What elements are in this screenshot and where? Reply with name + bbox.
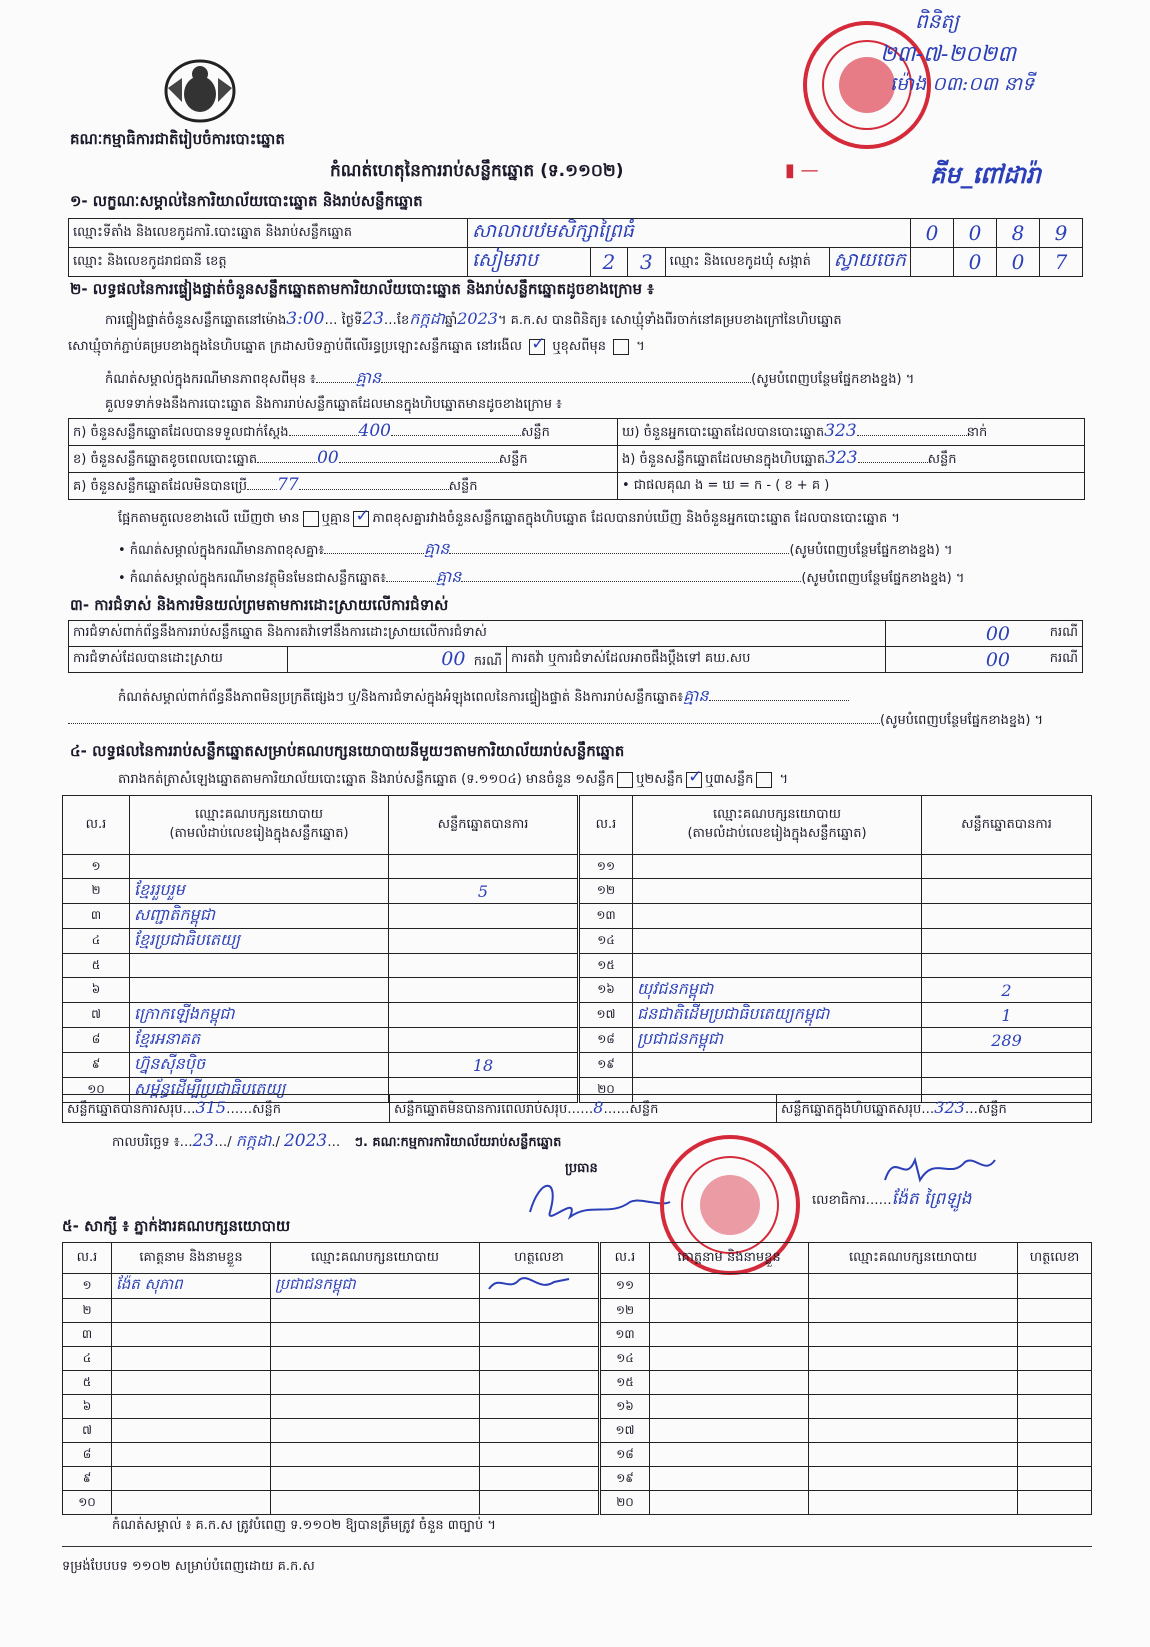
- total-invalid: សន្លឹកឆ្នោតមិនបានការពេលរាប់សរុប……8……សន្លឹក: [390, 1095, 777, 1123]
- witness-signature: [1018, 1299, 1092, 1323]
- location-table: [68, 218, 1083, 277]
- party-name: សម្ព័ន្ធដើម្បីប្រជាធិបតេយ្យ: [130, 1078, 389, 1103]
- witness-party: ប្រជាជនកម្ពុជា: [271, 1274, 480, 1299]
- witness-signature: [1018, 1371, 1092, 1395]
- two-sheets-checkbox[interactable]: [686, 772, 702, 788]
- site-code-2: 0: [954, 219, 997, 248]
- witness-number: ២: [63, 1299, 112, 1323]
- witness-number: ៩: [63, 1467, 112, 1491]
- witness-name: [112, 1323, 271, 1347]
- figure-b-value: 00: [317, 448, 339, 468]
- appeal-label: ការតវ៉ា ឬការជំទាស់ដែលអាចផឹងប្ដឹងទៅ គឃ.សប: [507, 647, 886, 673]
- party-name: [130, 855, 389, 879]
- figure-b: ខ) ចំនួនសន្លឹកឆ្នោតខូចពេលបោះឆ្នោត 00 សន្លឹក: [69, 446, 618, 473]
- party-name: ប្រជាជនកម្ពុជា: [633, 1028, 922, 1053]
- party-votes: [922, 1053, 1092, 1078]
- party-name: សញ្ជាតិកម្ពុជា: [130, 904, 389, 929]
- figure-d-value: 323: [824, 421, 857, 441]
- total-valid-value: 315: [195, 1097, 227, 1117]
- figures-table: [68, 418, 1085, 500]
- party-number: ៩: [63, 1053, 130, 1078]
- witness-party: [809, 1419, 1018, 1443]
- party-votes: 1: [922, 1003, 1092, 1028]
- footer-form-ref: ទម្រង់បែបបទ ១១០២ សម្រាប់បំពេញដោយ គ.ក.ស: [62, 1559, 315, 1574]
- table-row: [63, 1003, 1092, 1028]
- figure-a: ក) ចំនួនសន្លឹកឆ្នោតដែលបានទទួលជាក់ស្តែង 400 សន្លឹក: [69, 419, 618, 446]
- party-votes: 18: [389, 1053, 579, 1078]
- party-votes: [922, 855, 1092, 879]
- witness-party: [809, 1467, 1018, 1491]
- party-name: ជនជាតិដើមប្រជាធិបតេយ្យកម្ពុជា: [633, 1003, 922, 1028]
- witness-number: ៨: [63, 1443, 112, 1467]
- witness-party: [271, 1443, 480, 1467]
- party-number: ៦: [63, 978, 130, 1003]
- party-number: ២: [63, 879, 130, 904]
- party-number: ៣: [63, 904, 130, 929]
- table-row: [63, 855, 1092, 879]
- table-row: [63, 1395, 1092, 1419]
- witness-signature: [1018, 1419, 1092, 1443]
- date-line: កាលបរិច្ឆេទ ៖…23…/ កក្កដា./ 2023… ៗ. គណៈកម្មការការិយាល័យរាប់សន្លឹកឆ្នោត: [112, 1131, 562, 1151]
- commune-code-3: 7: [1040, 248, 1083, 277]
- party-name: [633, 954, 922, 978]
- party-votes: [389, 904, 579, 929]
- witness-number: ១២: [600, 1299, 650, 1323]
- witness-party: [809, 1299, 1018, 1323]
- resolved-value: 00: [441, 647, 466, 670]
- hw-time: ម៉ោង ០៣:០៣ នាទី: [890, 73, 1035, 95]
- section1-title: ១- លក្ខណៈសម្គាល់នៃការិយាល័យបោះឆ្នោត និងរាប់សន្លឹកឆ្នោត: [70, 192, 423, 210]
- party-results-table: ល.រ ឈ្មោះគណបក្សនយោបាយ (តាមលំដាប់លេខរៀងក្នុងសន្លឹកឆ្នោត) សន្លឹកឆ្នោតបានការ ល.រ ឈ្មោះគណបក្សនយោបាយ (តាមលំដាប់លេខរៀងក្នុងសន្លឹកឆ្នោត) សន្លឹកឆ្នោតបានការ ១ ១១ ២ ខ្មែររួបរួម 5 ១២ ៣ សញ្ជាតិកម្ពុជា ១៣ ៤ ខ្មែរប្រជាធិបតេយ្យ ១៤ ៥ ១៥ ៦ ១៦ យុវជនកម្ពុជា 2 ៧ ក្រោកឡើងកម្ពុជា ១៧ ជនជាតិដើមប្រជាធិបតេយ្យកម្ពុជា 1 ៨ ខ្មែរអនាគត ១៨ ប្រជាជនកម្ពុជា 289 ៩ ហ្វ៊ុនស៊ីនប៉ិច 18 ១៩ ១០ សម្ព័ន្ធដើម្បីប្រជាធិបតេយ្យ ២០: [62, 795, 1092, 1103]
- hw-official-name: គីម_ពៅដារ៉ា: [930, 160, 1042, 189]
- witness-name: [650, 1323, 809, 1347]
- party-number: ១: [63, 855, 130, 879]
- witness-party: [809, 1347, 1018, 1371]
- witness-signature: [480, 1371, 600, 1395]
- section5-title: ៥- សាក្សី ៖ ភ្នាក់ងារគណបក្សនយោបាយ: [62, 1217, 291, 1235]
- province-label: ឈ្មោះ និងលេខកូដរាជធានី ខេត្ត: [69, 248, 468, 277]
- figure-e: ង) ចំនួនសន្លឹកឆ្នោតដែលមានក្នុងហិបឆ្នោត323 សន្លឹក: [618, 446, 1085, 473]
- party-votes: [389, 929, 579, 954]
- party-name: [633, 929, 922, 954]
- committee-label: ៗ. គណៈកម្មការការិយាល័យរាប់សន្លឹកឆ្នោត: [354, 1135, 562, 1150]
- party-votes: [922, 954, 1092, 978]
- figure-c-value: 77: [277, 475, 299, 495]
- party-votes: 5: [389, 879, 579, 904]
- witness-name: [650, 1491, 809, 1515]
- witness-number: ៥: [63, 1371, 112, 1395]
- witness-name: [650, 1443, 809, 1467]
- witness-signature: [1018, 1347, 1092, 1371]
- commune-code-2: 0: [997, 248, 1040, 277]
- complaints-value: 00: [985, 622, 1010, 645]
- witness-number: ១៤: [600, 1347, 650, 1371]
- witness-name: [112, 1443, 271, 1467]
- party-votes: 2: [922, 978, 1092, 1003]
- witness-number: ១៩: [600, 1467, 650, 1491]
- total-in-box-value: 323: [934, 1097, 965, 1117]
- party-name: [130, 978, 389, 1003]
- party-votes: [389, 954, 579, 978]
- footer-divider: [62, 1546, 1092, 1547]
- verify-time: 3:00: [286, 309, 325, 329]
- witness-signature: [1018, 1467, 1092, 1491]
- org-name: គណៈកម្មាធិការជាតិរៀបចំការបោះឆ្នោត: [70, 130, 285, 148]
- witness-party: [271, 1491, 480, 1515]
- witness-number: ១៨: [600, 1443, 650, 1467]
- verification-line: ការផ្ទៀងផ្ទាត់ចំនួនសន្លឹកឆ្នោតនៅម៉ោង3:00… ថ្ងៃទី23…ខែកក្កដាឆ្នាំ2023។ គ.ក.ស បានពិនិត្យ៖ សោឃ្មុំទាំងពីរចាក់នៅគម្របខាងក្រៅនៃហិបឆ្នោត: [105, 309, 842, 329]
- table-row: [63, 1443, 1092, 1467]
- party-votes: [389, 855, 579, 879]
- verify-month: កក្កដា: [409, 309, 445, 328]
- witness-number: ១៦: [600, 1395, 650, 1419]
- party-number: ១៧: [579, 1003, 633, 1028]
- party-number: ១៩: [579, 1053, 633, 1078]
- party-votes: [922, 879, 1092, 904]
- party-votes: [389, 1028, 579, 1053]
- witness-name: [112, 1467, 271, 1491]
- table-row: [63, 1299, 1092, 1323]
- total-invalid-value: 8: [593, 1097, 604, 1117]
- table-row: [63, 879, 1092, 904]
- party-number: ១១: [579, 855, 633, 879]
- figure-d: ឃ) ចំនួនអ្នកបោះឆ្នោតដែលបានបោះឆ្នោត323 នាក់: [618, 419, 1085, 446]
- discrepancy-note-value: គ្មាន: [424, 539, 450, 558]
- done-year: 2023: [283, 1131, 328, 1151]
- site-code-1: 0: [911, 219, 954, 248]
- witness-number: ៣: [63, 1323, 112, 1347]
- witness-table: ល.រ គោត្តនាម និងនាមខ្លួន ឈ្មោះគណបក្សនយោបាយ ហត្ថលេខា ល.រ គោត្តនាម និងនាមខ្លួន ឈ្មោះគណបក្សនយោបាយ ហត្ថលេខា ១ ង៉ែត សុភាព ប្រជាជនកម្ពុជា ១១ ២ ១២ ៣ ១៣ ៤ ១៤ ៥ ១៥ ៦ ១៦ ៧ ១៧ ៨ ១៨ ៩ ១៩ ១០ ២០: [62, 1242, 1092, 1515]
- section2-title: ២- លទ្ធផលនៃការផ្ទៀងផ្ទាត់ចំនួនសន្លឹកឆ្នោតតាមការិយាល័យបោះឆ្នោត និងរាប់សន្លឹកឆ្នោតដូចខាងក្រោម ៖: [70, 280, 654, 298]
- province-code-1: 2: [590, 248, 628, 276]
- chair-label: ប្រធាន: [565, 1161, 598, 1176]
- party-number: ៥: [63, 954, 130, 978]
- nec-emblem-icon: [160, 58, 240, 124]
- witness-number: ៤: [63, 1347, 112, 1371]
- complaints-label: ការជំទាស់ពាក់ព័ន្ធនឹងការរាប់សន្លឹកឆ្នោត និងការតវ៉ាទៅនឹងការដោះស្រាយលើការជំទាស់: [69, 621, 886, 647]
- witness-number: ១: [63, 1274, 112, 1299]
- party-number: ១៦: [579, 978, 633, 1003]
- table-row: [63, 1274, 1092, 1299]
- party-name: ខ្មែរអនាគត: [130, 1028, 389, 1053]
- witness-signature: [1018, 1323, 1092, 1347]
- section4-title: ៤- លទ្ធផលនៃការរាប់សន្លឹកឆ្នោតសម្រាប់គណបក្សនយោបាយនីមួយៗតាមការិយាល័យរាប់សន្លឹកឆ្នោត: [70, 742, 625, 760]
- hw-date: ២៣-៧-២០២៣: [880, 42, 1017, 67]
- witness-number: ១៣: [600, 1323, 650, 1347]
- site-label: ឈ្មោះទីតាំង និងលេខកូដការិ.បោះឆ្នោត និងរាប់សន្លឹកឆ្នោត: [69, 219, 468, 248]
- irregularity-note-line: កំណត់សម្គាល់ពាក់ព័ន្ធនឹងភាពមិនប្រក្រតីផ្សេងៗ ឬ/និងការជំទាស់ក្នុងអំឡុងពេលនៃការផ្ទៀងផ្ទាត់ និងការរាប់សន្លឹកឆ្នោត៖គ្មាន: [118, 685, 849, 709]
- verify-day: 23: [362, 309, 384, 329]
- witness-name: [650, 1467, 809, 1491]
- section3-title: ៣- ការជំទាស់ និងការមិនយល់ព្រមតាមការដោះស្រាយលើការជំទាស់: [70, 596, 449, 614]
- complaints-table: ការជំទាស់ពាក់ព័ន្ធនឹងការរាប់សន្លឹកឆ្នោត និងការតវ៉ាទៅនឹងការដោះស្រាយលើការជំទាស់ 00 ករណី ការជំទាស់ដែលបានដោះស្រាយ 00 ករណី ការតវ៉ា ឬការជំទាស់ដែលអាចផឹងប្ដឹងទៅ គឃ.សប 00 ករណី: [68, 620, 1083, 673]
- done-day: 23: [192, 1131, 215, 1151]
- witness-signature: [480, 1395, 600, 1419]
- witness-number: ១៧: [600, 1419, 650, 1443]
- province-code-2: 3: [628, 248, 666, 276]
- party-name: ខ្មែររួបរួម: [130, 879, 389, 904]
- party-name: [130, 954, 389, 978]
- secretary-name: ង៉ែត ព្រៃឡូង: [891, 1189, 972, 1209]
- party-name: [633, 879, 922, 904]
- site-value: សាលាបឋមសិក្សាព្រៃធំ: [468, 219, 911, 248]
- party-votes: [922, 904, 1092, 929]
- witness-signature: [480, 1274, 600, 1299]
- witness-number: ២០: [600, 1491, 650, 1515]
- witness-signature: [1018, 1443, 1092, 1467]
- witness-signature: [480, 1443, 600, 1467]
- witness-party: [809, 1323, 1018, 1347]
- table-row: [63, 904, 1092, 929]
- red-mark: ▮ —: [785, 160, 819, 181]
- witness-signature: [480, 1491, 600, 1515]
- table-row: [63, 1323, 1092, 1347]
- three-sheets-checkbox[interactable]: [756, 772, 772, 788]
- party-name: ខ្មែរប្រជាធិបតេយ្យ: [130, 929, 389, 954]
- tally-sheet-line: តារាងកត់ត្រាសំឡេងឆ្នោតតាមការិយាល័យបោះឆ្នោត និងរាប់សន្លឹកឆ្នោត (ទ.១១០៤) មានចំនួន ១សន្លឹក ឬ២សន្លឹក✓ ឬ៣សន្លឹក ។: [118, 771, 788, 790]
- witness-party: [271, 1395, 480, 1419]
- party-name: ហ្វ៊ុនស៊ីនប៉ិច: [130, 1053, 389, 1078]
- foreign-object-note-line: • កំណត់សម្គាល់ក្នុងករណីមានវត្ថុមិនមែនជាសន្លឹកឆ្នោត៖ គ្មាន (សូមបំពេញបន្ថែមផ្នែកខាងខ្នង) ។: [118, 567, 965, 586]
- witness-party: [809, 1274, 1018, 1299]
- party-number: ១៤: [579, 929, 633, 954]
- witness-signature: [480, 1323, 600, 1347]
- witness-number: ១៥: [600, 1371, 650, 1395]
- witness-party: [809, 1395, 1018, 1419]
- witness-name: [650, 1419, 809, 1443]
- party-number: ៤: [63, 929, 130, 954]
- party-votes: [389, 978, 579, 1003]
- figure-c: គ) ចំនួនសន្លឹកឆ្នោតដែលមិនបានប្រើ 77 សន្លឹក: [69, 473, 618, 500]
- witness-signature: [480, 1299, 600, 1323]
- witness-name: [112, 1371, 271, 1395]
- form-title: កំណត់ហេតុនៃការរាប់សន្លឹកឆ្នោត (ទ.១១០២): [330, 161, 624, 181]
- table-row: [63, 978, 1092, 1003]
- footer-note: កំណត់សម្គាល់ ៖ គ.ក.ស ត្រូវបំពេញ ទ.១១០២ ឱ្យបានត្រឹមត្រូវ ចំនួន ៣ច្បាប់ ។: [112, 1518, 496, 1533]
- witness-name: [650, 1274, 809, 1299]
- witness-number: ៦: [63, 1395, 112, 1419]
- appeal-value: 00: [985, 648, 1010, 671]
- form-page: គណៈកម្មាធិការជាតិរៀបចំការបោះឆ្នោត កំណត់ហេតុនៃការរាប់សន្លឹកឆ្នោត (ទ.១១០២) ពិនិត្យ ២៣-៧-២០២៣ ម៉ោង ០៣:០៣ នាទី គីម_ពៅដារ៉ា ▮ — ១- លក្ខណៈសម្គាល់នៃការិយាល័យបោះឆ្នោត និងរាប់សន្លឹកឆ្នោត ឈ្មោះទីតាំង និងលេខកូដការិ.បោះឆ្នោត និងរាប់សន្លឹកឆ្នោត សាលាបឋមសិក្សាព្រៃធំ 0 0 8 9 ឈ្មោះ និងលេខកូដរាជធានី ខេត្ត សៀមរាប 2 3 ឈ្មោះ និងលេខកូដឃុំ សង្កាត់ ស្វាយចេក 0 0 7 ២- លទ្ធផលនៃការផ្ទៀងផ្ទាត់ចំនួនសន្លឹកឆ្នោតតាមការិយាល័យបោះឆ្នោត និងរាប់សន្លឹកឆ្នោតដូចខាងក្រោម ៖ ការផ្ទៀងផ្ទាត់ចំនួនសន្លឹកឆ្នោតនៅម៉ោង3:00… ថ្ងៃទី23…ខែកក្កដាឆ្នាំ2023។ គ.ក.ស បានពិនិត្យ៖ សោឃ្មុំទាំងពីរចាក់នៅគម្របខាងក្រៅនៃហិបឆ្នោត សោឃ្មុំចាក់ភ្ជាប់គម្របខាងក្នុងនៃហិបឆ្នោត ក្រដាសបិទភ្ជាប់ពីលើរន្ធប្រឡោះសន្លឹកឆ្នោត នៅរងើល ✓ ឬខុសពីមុន ។ កំណត់សម្គាល់ក្នុងករណីមានភាពខុសពីមុន ៖ គ្មាន (សូមបំពេញបន្ថែមផ្នែកខាងខ្នង) ។ គួលទទាក់ទងនឹងការបោះឆ្នោត និងការរាប់សន្លឹកឆ្នោតដែលមានក្នុងហិបឆ្នោតមានដូចខាងក្រោម ៖ ក) ចំនួនសន្លឹកឆ្នោតដែលបានទទួលជាក់ស្តែង 400 សន្លឹក ឃ) ចំនួនអ្នកបោះឆ្នោតដែលបានបោះឆ្នោត323 នាក់ ខ) ចំនួនសន្លឹកឆ្នោតខូចពេលបោះឆ្នោត 00 សន្លឹក ង) ចំនួនសន្លឹកឆ្នោតដែលមានក្នុងហិបឆ្នោត323 សន្លឹក គ) ចំនួនសន្លឹកឆ្នោតដែលមិនបានប្រើ 77 សន្លឹក • ជាផលគុណ ង = ឃ = ក - ( ខ + គ ) ផ្អែកតាមតួលេខខាងលើ ឃើញថា មាន ឬគ្មាន✓ ភាពខុសគ្នារវាងចំនួនសន្លឹកឆ្នោតក្នុងហិបឆ្នោត ដែលបានរាប់ឃើញ និងចំនួនអ្នកបោះឆ្នោត ដែលបានបោះឆ្នោត ។ • កំណត់សម្គាល់ក្នុងករណីមានភាពខុសគ្នា៖ គ្មាន (សូមបំពេញបន្ថែមផ្នែកខាងខ្នង) ។ • កំណត់សម្គាល់ក្នុងករណីមានវត្ថុមិនមែនជាសន្លឹកឆ្នោត៖ គ្មាន (សូមបំពេញបន្ថែមផ្នែកខាងខ្នង) ។ ៣- ការជំទាស់ និងការមិនយល់ព្រមតាមការដោះស្រាយលើការជំទាស់ ការជំទាស់ពាក់ព័ន្ធនឹងការរាប់សន្លឹកឆ្នោត និងការតវ៉ាទៅនឹងការដោះស្រាយលើការជំទាស់ 00 ករណី ការជំទាស់ដែលបានដោះស្រាយ 00 ករណី ការតវ៉ា ឬការជំទាស់ដែលអាចផឹងប្ដឹងទៅ គឃ.សប 00 ករណី កំណត់សម្គាល់ពាក់ព័ន្ធនឹងភាពមិនប្រក្រតីផ្សេងៗ ឬ/និងការជំទាស់ក្នុងអំឡុងពេលនៃការផ្ទៀងផ្ទាត់ និងការរាប់សន្លឹកឆ្នោត៖គ្មាន (សូមបំពេញបន្ថែមផ្នែកខាងខ្នង) ។ ៤- លទ្ធផលនៃការរាប់សន្លឹកឆ្នោតសម្រាប់គណបក្សនយោបាយនីមួយៗតាមការិយាល័យរាប់សន្លឹកឆ្នោត តារាងកត់ត្រាសំឡេងឆ្នោតតាមការិយាល័យបោះឆ្នោត និងរាប់សន្លឹកឆ្នោត (ទ.១១០៤) មានចំនួន ១សន្លឹក ឬ២សន្លឹក✓ ឬ៣សន្លឹក ។ ល.រ ឈ្មោះគណបក្សនយោបាយ (តាមលំដាប់លេខរៀងក្នុងសន្លឹកឆ្នោត) សន្លឹកឆ្នោតបានការ ល.រ ឈ្មោះគណបក្សនយោបាយ (តាមលំដាប់លេខរៀងក្នុងសន្លឹកឆ្នោត) សន្លឹកឆ្នោតបានការ ១ ១១ ២ ខ្មែររួបរួម 5 ១២ ៣ សញ្ជាតិកម្ពុជា ១៣ ៤ ខ្មែរប្រជាធិបតេយ្យ ១៤ ៥ ១៥ ៦ ១៦ យុវជនកម្ពុជា 2 ៧ ក្រោកឡើងកម្ពុជា ១៧ ជនជាតិដើមប្រជាធិបតេយ្យកម្ពុជា 1 ៨ ខ្មែរអនាគត ១៨ ប្រជាជនកម្ពុជា 289 ៩ ហ្វ៊ុនស៊ីនប៉ិច 18 ១៩ ១០ សម្ព័ន្ធដើម្បីប្រជាធិបតេយ្យ ២០ សន្លឹកឆ្នោតបានការសរុប…315……សន្លឹក សន្លឹកឆ្នោតមិនបានការពេលរាប់សរុប……8……សន្លឹក សន្លឹកឆ្នោតក្នុងហិបឆ្នោតសរុប…323…សន្លឹក កាលបរិច្ឆេទ ៖…23…/ កក្កដា./ 2023… ៗ. គណៈកម្មការការិយាល័យរាប់សន្លឹកឆ្នោត ប្រធាន លេខាធិការ……ង៉ែត ព្រៃឡូង ៥- សាក្សី ៖ ភ្នាក់ងារគណបក្សនយោបាយ ល.រ គោត្តនាម និងនាមខ្លួន ឈ្មោះគណបក្សនយោបាយ ហត្ថលេខា ល.រ គោត្តនាម និងនាមខ្លួន ឈ្មោះគណបក្សនយោបាយ ហត្ថលេខា ១ ង៉ែត សុភាព ប្រជាជនកម្ពុជា ១១ ២ ១២ ៣ ១៣ ៤ ១៤ ៥ ១៥ ៦ ១៦ ៧ ១៧ ៨ ១៨ ៩ ១៩ ១០ ២០ កំណត់សម្គាល់ ៖ គ.ក.ស ត្រូវបំពេញ ទ.១១០២ ឱ្យបានត្រឹមត្រូវ ចំនួន ៣ច្បាប់ ។ ទម្រង់បែបបទ ១១០២ សម្រាប់បំពេញដោយ គ.ក.ស: [0, 0, 1150, 1647]
- discrepancy-line: ផ្អែកតាមតួលេខខាងលើ ឃើញថា មាន ឬគ្មាន✓ ភាពខុសគ្នារវាងចំនួនសន្លឹកឆ្នោតក្នុងហិបឆ្នោត ដែលបានរាប់ឃើញ និងចំនួនអ្នកបោះឆ្នោត ដែលបានបោះឆ្នោត ។: [118, 510, 900, 529]
- party-number: ១២: [579, 879, 633, 904]
- seal-intact-checkbox[interactable]: [529, 339, 545, 355]
- witness-signature: [1018, 1395, 1092, 1419]
- witness-party: [271, 1419, 480, 1443]
- party-number: ៧: [63, 1003, 130, 1028]
- seal-line: សោឃ្មុំចាក់ភ្ជាប់គម្របខាងក្នុងនៃហិបឆ្នោត ក្រដាសបិទភ្ជាប់ពីលើរន្ធប្រឡោះសន្លឹកឆ្នោត នៅរងើល ✓ ឬខុសពីមុន ។: [68, 338, 645, 357]
- table-row: [63, 954, 1092, 978]
- one-sheet-checkbox[interactable]: [617, 772, 633, 788]
- table-row: [63, 1347, 1092, 1371]
- witness-party: [271, 1467, 480, 1491]
- party-name: [633, 1053, 922, 1078]
- witness-number: ១០: [63, 1491, 112, 1515]
- witness-name: [112, 1419, 271, 1443]
- commune-code-1: 0: [954, 248, 997, 277]
- witness-name: [650, 1347, 809, 1371]
- figures-intro: គួលទទាក់ទងនឹងការបោះឆ្នោត និងការរាប់សន្លឹកឆ្នោតដែលមានក្នុងហិបឆ្នោតមានដូចខាងក្រោម ៖: [105, 397, 562, 412]
- table-row: [63, 1419, 1092, 1443]
- witness-signature: [480, 1347, 600, 1371]
- party-votes: 289: [922, 1028, 1092, 1053]
- difference-note-value: គ្មាន: [355, 368, 382, 387]
- witness-name: [112, 1395, 271, 1419]
- witness-number: ៧: [63, 1419, 112, 1443]
- site-code-4: 9: [1040, 219, 1083, 248]
- totals-table: [62, 1094, 1092, 1123]
- witness-party: [271, 1371, 480, 1395]
- figure-formula: • ជាផលគុណ ង = ឃ = ក - ( ខ + គ ): [618, 473, 1085, 500]
- commune-label: ឈ្មោះ និងលេខកូដឃុំ សង្កាត់: [665, 248, 829, 276]
- difference-note-line: កំណត់សម្គាល់ក្នុងករណីមានភាពខុសពីមុន ៖ គ្មាន (សូមបំពេញបន្ថែមផ្នែកខាងខ្នង) ។: [105, 368, 915, 387]
- party-number: ១៨: [579, 1028, 633, 1053]
- witness-party: [809, 1371, 1018, 1395]
- party-number: ៨: [63, 1028, 130, 1053]
- table-row: [63, 1467, 1092, 1491]
- party-number: ២០: [579, 1078, 633, 1103]
- witness-party: [809, 1491, 1018, 1515]
- seal-changed-checkbox[interactable]: [613, 339, 629, 355]
- witness-signature: [480, 1419, 600, 1443]
- witness-number: ១១: [600, 1274, 650, 1299]
- discrepancy-note-line: • កំណត់សម្គាល់ក្នុងករណីមានភាពខុសគ្នា៖ គ្មាន (សូមបំពេញបន្ថែមផ្នែកខាងខ្នង) ។: [118, 539, 953, 558]
- party-name: [633, 855, 922, 879]
- figure-e-value: 323: [825, 448, 858, 468]
- witness-party: [271, 1323, 480, 1347]
- party-name: យុវជនកម្ពុជា: [633, 978, 922, 1003]
- resolved-label: ការជំទាស់ដែលបានដោះស្រាយ: [69, 647, 288, 673]
- party-name: ក្រោកឡើងកម្ពុជា: [130, 1003, 389, 1028]
- site-code-3: 8: [997, 219, 1040, 248]
- table-row: [63, 929, 1092, 954]
- party-name: [633, 904, 922, 929]
- total-valid: សន្លឹកឆ្នោតបានការសរុប…315……សន្លឹក: [63, 1095, 390, 1123]
- witness-name: [650, 1371, 809, 1395]
- party-number: ១៣: [579, 904, 633, 929]
- witness-party: [271, 1299, 480, 1323]
- commune-value: ស្វាយចេក: [833, 249, 906, 271]
- party-votes: [922, 929, 1092, 954]
- party-number: ១០: [63, 1078, 130, 1103]
- witness-name: [112, 1347, 271, 1371]
- table-row: [63, 1053, 1092, 1078]
- witness-signature: [1018, 1274, 1092, 1299]
- table-row: [63, 1491, 1092, 1515]
- party-votes: [389, 1003, 579, 1028]
- verify-year: 2023: [457, 309, 498, 328]
- table-row: [63, 1028, 1092, 1053]
- foreign-object-note-value: គ្មាន: [435, 567, 462, 586]
- witness-signature-icon: [484, 1274, 574, 1294]
- done-month: កក្កដា: [235, 1131, 272, 1150]
- secretary-signature-icon: [880, 1150, 1000, 1190]
- witness-party: [271, 1347, 480, 1371]
- witness-name: [112, 1491, 271, 1515]
- witness-name: [112, 1299, 271, 1323]
- witness-name: [650, 1395, 809, 1419]
- figure-a-value: 400: [358, 421, 391, 441]
- witness-party: [809, 1443, 1018, 1467]
- discrepancy-no-checkbox[interactable]: [353, 511, 369, 527]
- witness-signature: [1018, 1491, 1092, 1515]
- witness-name: [650, 1299, 809, 1323]
- total-in-box: សន្លឹកឆ្នោតក្នុងហិបឆ្នោតសរុប…323…សន្លឹក: [777, 1095, 1092, 1123]
- discrepancy-yes-checkbox[interactable]: [303, 511, 319, 527]
- secretary-line: លេខាធិការ……ង៉ែត ព្រៃឡូង: [812, 1189, 972, 1209]
- hw-check-note: ពិនិត្យ: [915, 9, 960, 33]
- table-row: [63, 1371, 1092, 1395]
- province-value: សៀមរាប: [468, 248, 590, 276]
- irregularity-note-value: គ្មាន: [683, 686, 709, 705]
- witness-name: ង៉ែត សុភាព: [112, 1274, 271, 1299]
- witness-signature: [480, 1467, 600, 1491]
- party-number: ១៥: [579, 954, 633, 978]
